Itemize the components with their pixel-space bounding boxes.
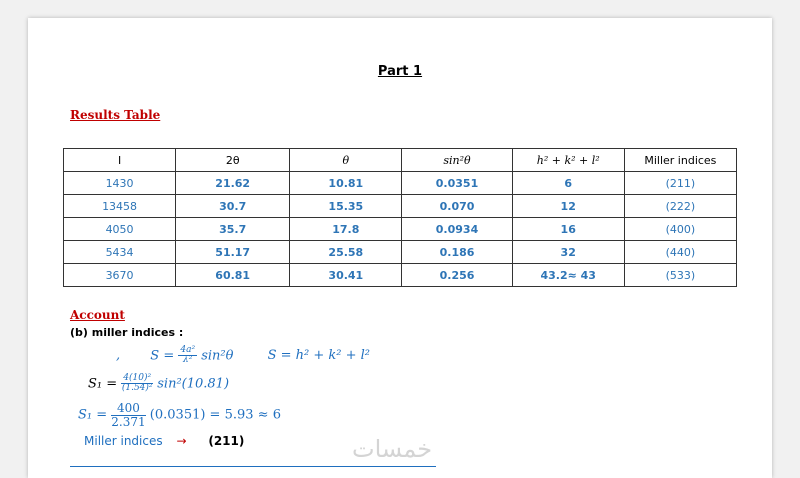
formula-s-denominator: λ² [183,355,193,366]
formula-s1b-rest: (0.0351) = 5.93 ≈ 6 [149,407,281,423]
formula-s-numerator: 4a² [180,345,196,355]
cell-hkl-sum: 43.2≈ 43 [512,264,624,287]
formula-s1b-fraction [111,402,145,428]
formula-s1b-denominator: 2.371 [111,414,146,429]
table-row [64,264,737,287]
page-title: Part 1 [377,64,423,79]
formula-s1b-lhs: S₁ = [78,407,108,423]
cell-sin2theta: 0.186 [402,241,512,264]
cell-sin2theta: 0.0351 [402,172,512,195]
header-hkl-sum: h² + k² + l² [512,149,624,172]
cell-intensity: 5434 [64,241,176,264]
divider [70,466,436,467]
document-page [28,18,772,478]
formula-s1-lhs: S₁ = [88,376,118,392]
cell-miller: (400) [624,218,736,241]
table-row [64,218,737,241]
cell-theta: 15.35 [290,195,402,218]
table-row [64,172,737,195]
cell-hkl-sum: 12 [512,195,624,218]
cell-miller: (533) [624,264,736,287]
results-heading: Results Table [70,108,161,122]
cell-intensity: 3670 [64,264,176,287]
cell-miller: (211) [624,172,736,195]
cell-hkl-sum: 32 [512,241,624,264]
header-miller-indices: Miller indices [624,149,736,172]
formula-s1-rest: sin²(10.81) [157,376,230,392]
cell-intensity: 4050 [64,218,176,241]
cell-two-theta: 60.81 [176,264,290,287]
cell-theta: 17.8 [290,218,402,241]
table-row [64,241,737,264]
miller-result-line [84,434,244,448]
formula-s1b-numerator: 400 [111,402,145,416]
miller-value: (211) [208,434,245,448]
cell-miller: (440) [624,241,736,264]
subheading: (b) miller indices : [70,326,184,339]
formula-s-hkl: S = h² + k² + l² [267,348,371,364]
cell-two-theta: 35.7 [176,218,290,241]
formula-lead: , [116,348,121,364]
cell-miller: (222) [624,195,736,218]
formula-s1-substitution [88,374,229,394]
cell-theta: 25.58 [290,241,402,264]
results-table [63,148,737,287]
cell-hkl-sum: 6 [512,172,624,195]
header-theta: θ [290,149,402,172]
header-sin2theta: sin²θ [402,149,512,172]
miller-label: Miller indices [84,434,163,448]
cell-intensity: 1430 [64,172,176,195]
formula-s-general [116,346,370,366]
formula-s-fraction [178,346,197,366]
formula-s1-fraction [121,374,153,394]
right-arrow-icon: → [176,434,187,448]
header-two-theta: 2θ [176,149,290,172]
cell-sin2theta: 0.0934 [402,218,512,241]
cell-hkl-sum: 16 [512,218,624,241]
formula-s1-result [78,402,281,428]
table-row [64,195,737,218]
formula-s-rest: sin²θ [201,348,234,364]
cell-two-theta: 21.62 [176,172,290,195]
formula-s-lhs: S = [150,348,175,364]
cell-two-theta: 51.17 [176,241,290,264]
cell-sin2theta: 0.256 [402,264,512,287]
table-header-row [64,149,737,172]
account-heading: Account [70,308,125,322]
cell-sin2theta: 0.070 [402,195,512,218]
cell-theta: 30.41 [290,264,402,287]
formula-s1-numerator: 4(10)² [123,373,152,383]
watermark: خمسات [352,435,433,463]
header-intensity: I [64,149,176,172]
cell-theta: 10.81 [290,172,402,195]
formula-s1-denominator: (1.54)² [121,383,153,394]
cell-two-theta: 30.7 [176,195,290,218]
cell-intensity: 13458 [64,195,176,218]
